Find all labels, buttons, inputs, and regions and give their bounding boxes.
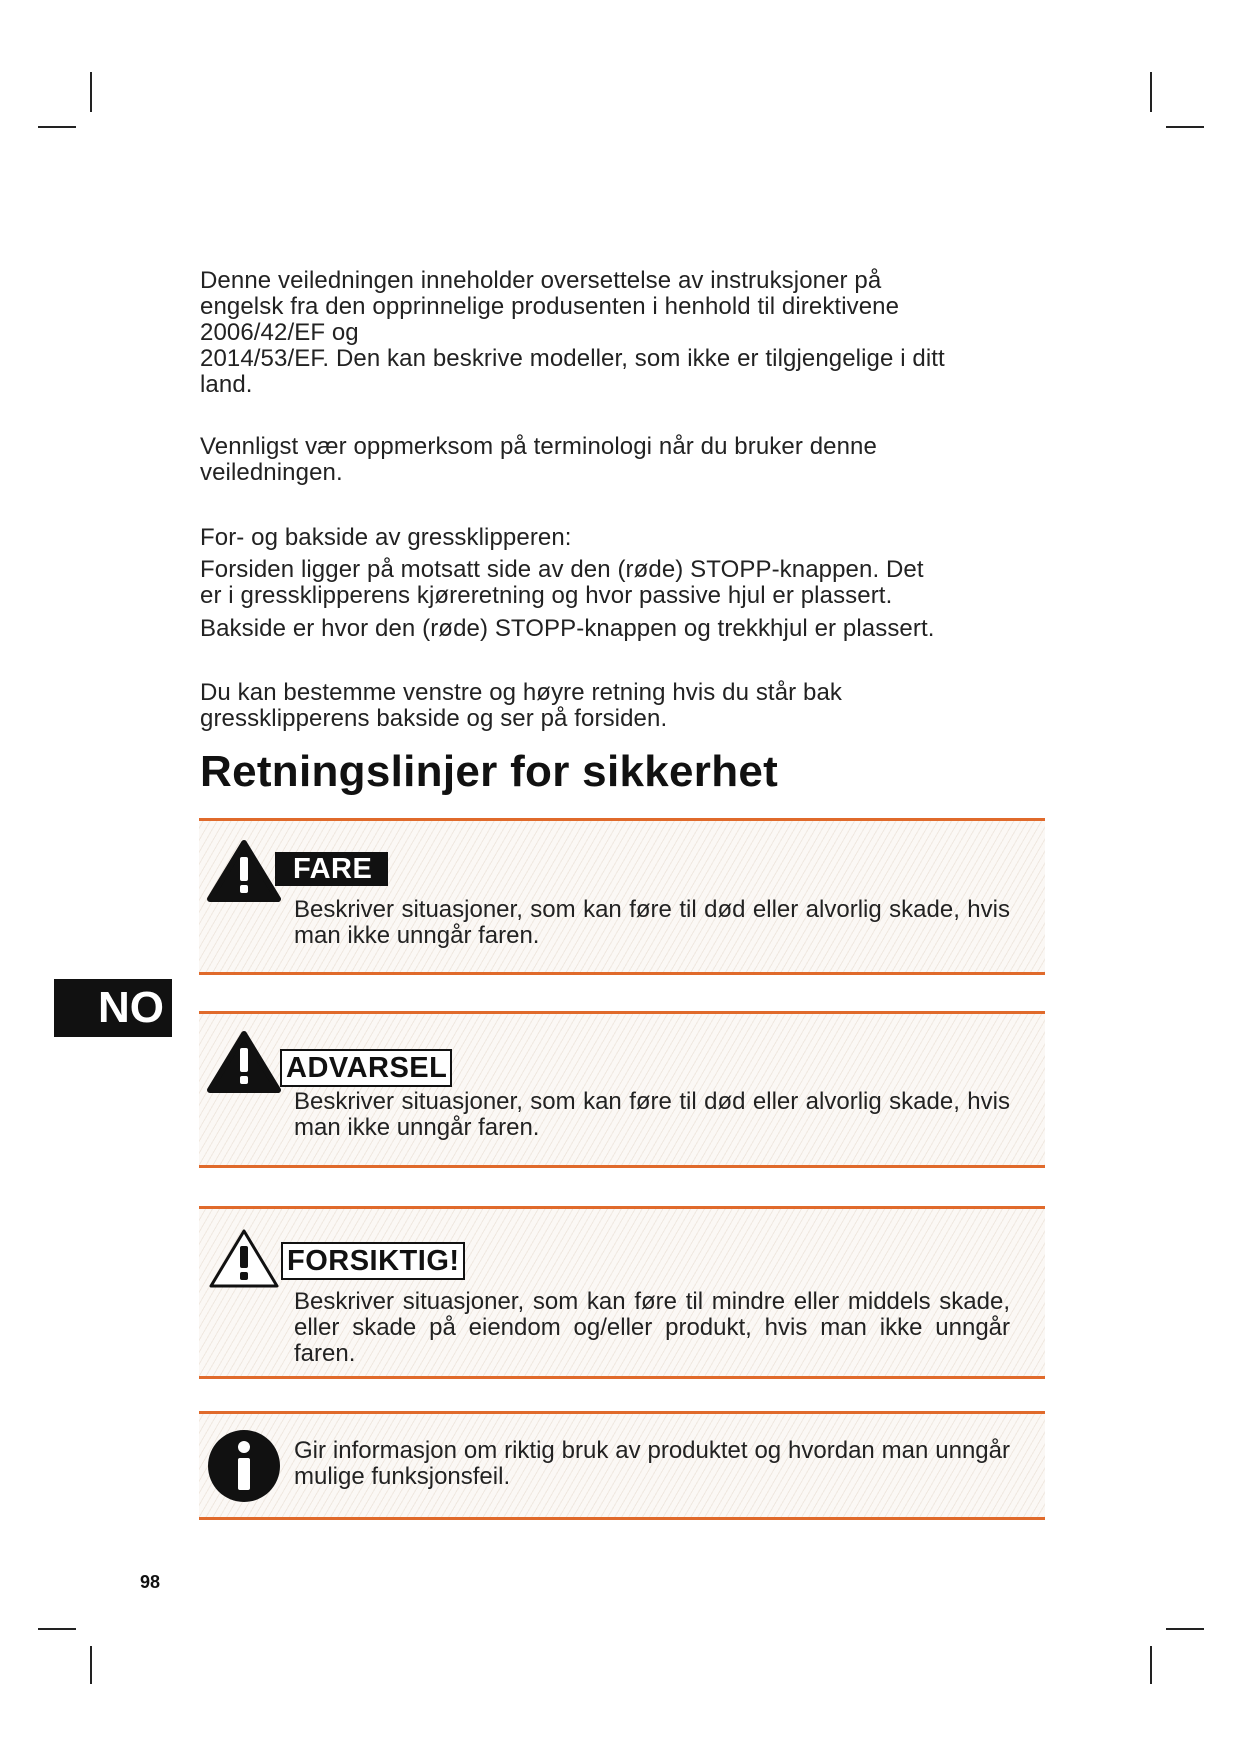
text-line: Bakside er hvor den (røde) STOPP-knappen og trekkhjul er plassert. xyxy=(200,615,935,642)
notice-text: Beskriver situasjoner, som kan føre til død eller alvorlig skade, hvis man ikke unngår faren. xyxy=(294,1088,1010,1141)
text-line: Denne veiledningen inneholder oversettelse av instruksjoner på xyxy=(200,267,882,294)
notice-info xyxy=(199,1411,1045,1520)
info-icon xyxy=(207,1429,281,1503)
text-line: Vennligst vær oppmerksom på terminologi når du bruker denne xyxy=(200,433,877,460)
text-line: land. xyxy=(200,371,253,398)
notice-caution xyxy=(199,1206,1045,1379)
text-line: veiledningen. xyxy=(200,459,343,486)
notice-label-caution: FORSIKTIG! xyxy=(281,1242,465,1280)
notice-danger xyxy=(199,818,1045,975)
intro-paragraph-front-back xyxy=(200,525,1060,642)
text-line: engelsk fra den opprinnelige produsenten i henhold til direktivene xyxy=(200,293,900,320)
text-line: 2006/42/EF og xyxy=(200,319,359,346)
page-number: 98 xyxy=(140,1572,161,1592)
intro-paragraph-translation xyxy=(200,268,1060,398)
intro-paragraph-terminology xyxy=(200,434,1060,486)
intro-paragraph-direction xyxy=(200,680,1060,732)
warning-filled-icon xyxy=(207,839,281,903)
crop-mark xyxy=(1166,126,1204,128)
crop-mark xyxy=(38,1628,76,1630)
notice-text: Beskriver situasjoner, som kan føre til mindre eller middels skade, eller skade på eiendom og/eller produkt, hvis man ikke unngår faren. xyxy=(294,1288,1010,1367)
text-line: er i gressklipperens kjøreretning og hvor passive hjul er plassert. xyxy=(200,582,893,609)
warning-outline-icon xyxy=(207,1226,281,1290)
section-title: Retningslinjer for sikkerhet xyxy=(200,747,779,796)
crop-mark xyxy=(38,126,76,128)
crop-mark xyxy=(1166,1628,1204,1630)
text-line: Du kan bestemme venstre og høyre retning hvis du står bak xyxy=(200,679,843,706)
crop-mark xyxy=(1150,72,1152,112)
notice-label-warning: ADVARSEL xyxy=(280,1049,452,1087)
warning-filled-icon xyxy=(207,1030,281,1094)
text-line: Forsiden ligger på motsatt side av den (røde) STOPP-knappen. Det xyxy=(200,556,924,583)
text-line: 2014/53/EF. Den kan beskrive modeller, som ikke er tilgjengelige i ditt xyxy=(200,345,945,372)
crop-mark xyxy=(90,72,92,112)
language-tab: NO xyxy=(54,979,172,1037)
text-line: For- og bakside av gressklipperen: xyxy=(200,524,572,551)
notice-text: Gir informasjon om riktig bruk av produktet og hvordan man unngår mulige funksjonsfeil. xyxy=(294,1437,1010,1490)
crop-mark xyxy=(90,1646,92,1684)
notice-text: Beskriver situasjoner, som kan føre til død eller alvorlig skade, hvis man ikke unngår faren. xyxy=(294,896,1010,949)
text-line: gressklipperens bakside og ser på forsiden. xyxy=(200,705,668,732)
crop-mark xyxy=(1150,1646,1152,1684)
notice-warning xyxy=(199,1011,1045,1168)
notice-label-danger: FARE xyxy=(275,852,388,886)
